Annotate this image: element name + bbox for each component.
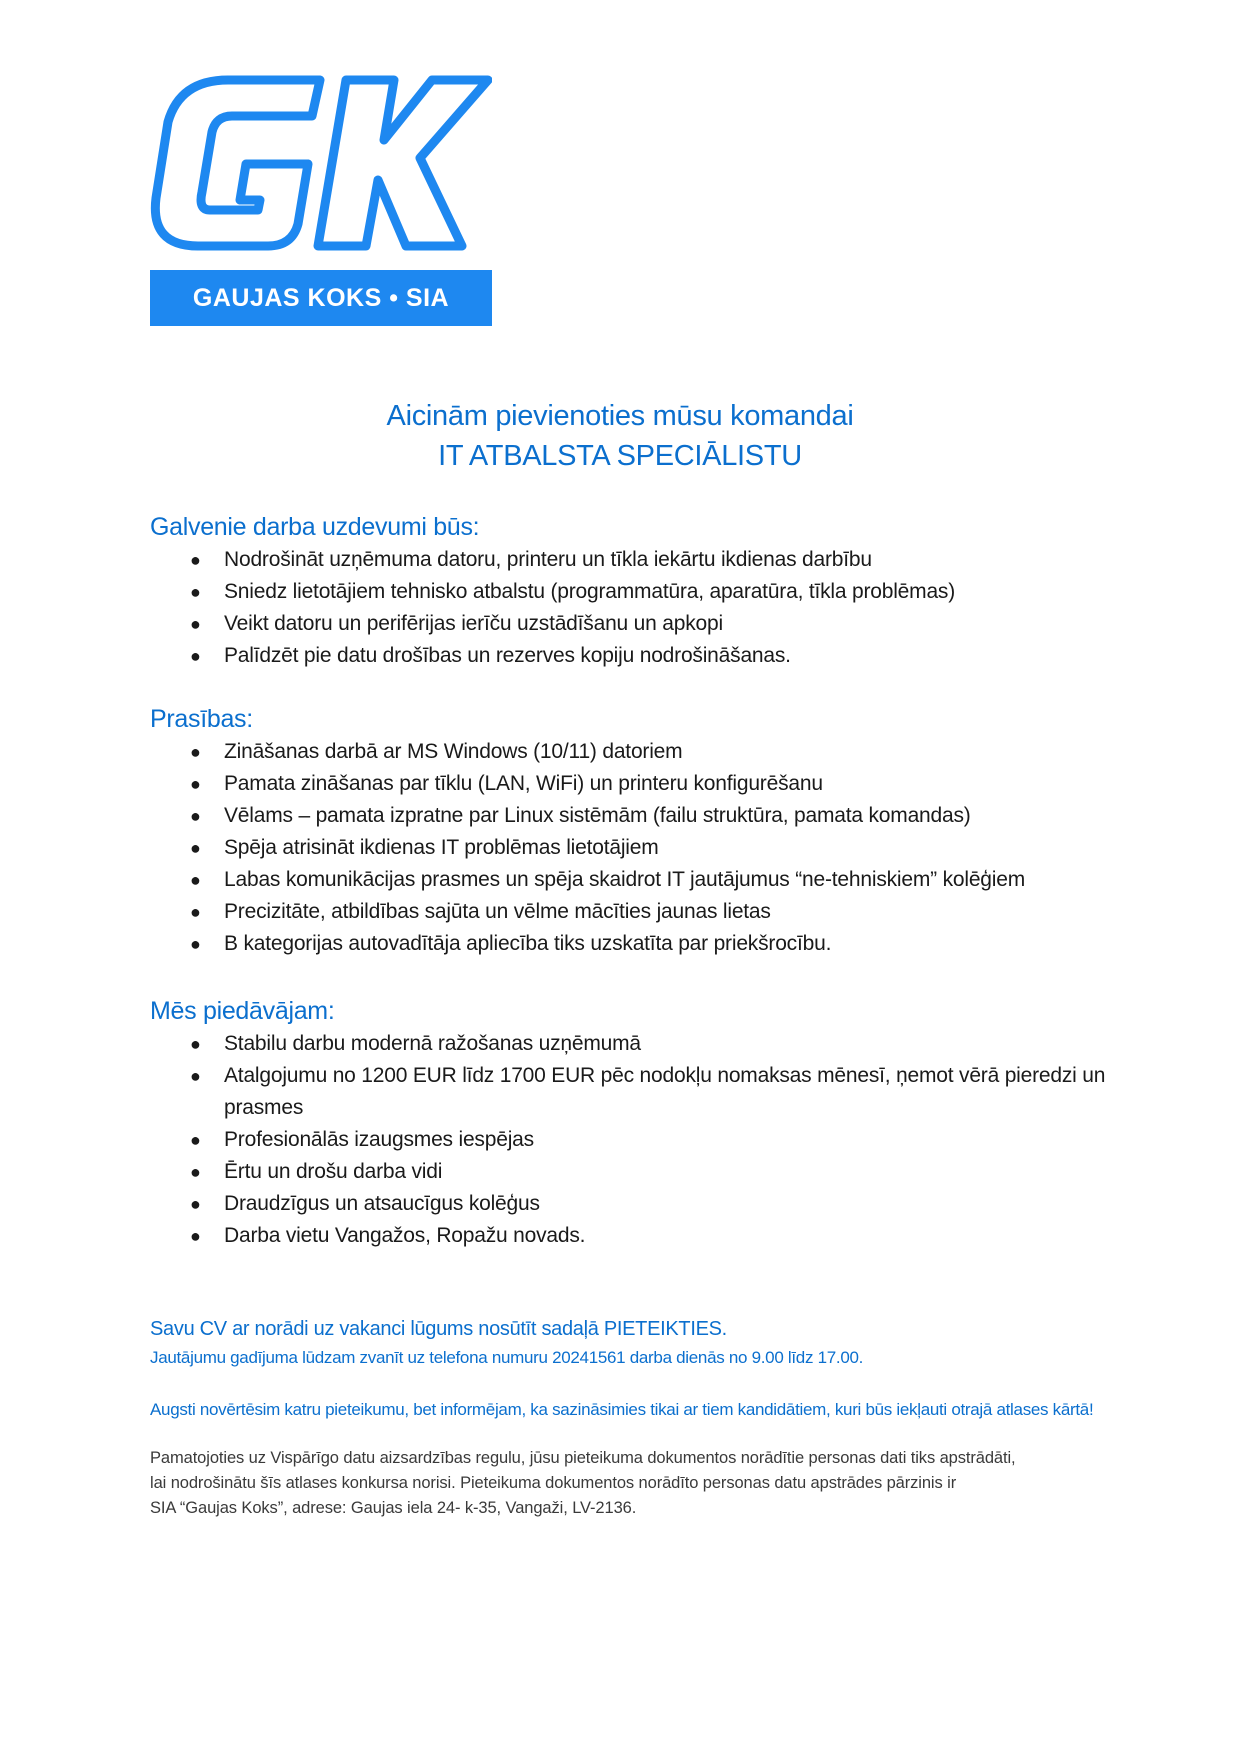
company-name-banner: GAUJAS KOKS • SIA	[150, 270, 492, 326]
list-item	[150, 928, 1160, 960]
list-item-text: Veikt datoru un perifērijas ierīču uzstādīšanu un apkopi	[224, 612, 723, 635]
section-heading: Galvenie darba uzdevumi būs:	[150, 513, 480, 541]
list-item	[150, 864, 1160, 896]
list-item	[150, 1124, 1160, 1156]
list-item	[150, 1188, 1160, 1220]
duties-list	[150, 544, 1160, 672]
list-item-text: Sniedz lietotājiem tehnisko atbalstu (programmatūra, aparatūra, tīkla problēmas)	[224, 580, 956, 603]
gk-logo-mark	[150, 74, 492, 252]
list-item-text: Atalgojumu no 1200 EUR līdz 1700 EUR pēc nodokļu nomaksas mēnesī, ņemot vērā pieredzi un prasmes	[224, 1064, 1106, 1119]
list-item	[150, 1220, 1160, 1252]
list-item-text: Precizitāte, atbildības sajūta un vēlme mācīties jaunas lietas	[224, 900, 771, 923]
offer-section	[150, 996, 1160, 1252]
section-heading: Prasības:	[150, 705, 253, 733]
list-item-text: Labas komunikācijas prasmes un spēja skaidrot IT jautājumus “ne-tehniskiem” kolēģiem	[224, 868, 1026, 891]
list-item	[150, 800, 1160, 832]
list-item-text: Zināšanas darbā ar MS Windows (10/11) datoriem	[224, 740, 683, 763]
list-item	[150, 768, 1160, 800]
list-item-text: Profesionālās izaugsmes iespējas	[224, 1128, 534, 1151]
list-item-text: Vēlams – pamata izpratne par Linux sistēmām (failu struktūra, pamata komandas)	[224, 804, 971, 827]
list-item	[150, 736, 1160, 768]
gdpr-notice	[150, 1446, 1160, 1521]
bullet-icon: ●	[190, 870, 201, 890]
bullet-icon: ●	[190, 934, 201, 954]
list-item	[150, 1156, 1160, 1188]
selection-notice: Augsti novērtēsim katru pieteikumu, bet informējam, ka sazināsimies tikai ar tiem kandidātiem, kuri būs iekļauti otrajā atlases kārtā!	[150, 1400, 1094, 1419]
gdpr-line: Pamatojoties uz Vispārīgo datu aizsardzības regulu, jūsu pieteikuma dokumentos norādītie personas dati tiks apstrādāti,	[150, 1449, 1016, 1467]
section-heading: Mēs piedāvājam:	[150, 997, 335, 1025]
requirements-list	[150, 736, 1160, 960]
duties-section	[150, 512, 1160, 672]
gdpr-line: SIA “Gaujas Koks”, adrese: Gaujas iela 24- k-35, Vangaži, LV-2136.	[150, 1499, 637, 1517]
bullet-icon: ●	[190, 902, 201, 922]
bullet-icon: ●	[190, 1066, 201, 1086]
bullet-icon: ●	[190, 550, 201, 570]
list-item-text: Spēja atrisināt ikdienas IT problēmas lietotājiem	[224, 836, 659, 859]
list-item	[150, 544, 1160, 576]
bullet-icon: ●	[190, 742, 201, 762]
bullet-icon: ●	[190, 1194, 201, 1214]
bullet-icon: ●	[190, 646, 201, 666]
phone-contact-note: Jautājumu gadījuma lūdzam zvanīt uz telefona numuru 20241561 darba dienās no 9.00 līdz 17.00.	[150, 1348, 864, 1367]
offer-list	[150, 1028, 1160, 1252]
requirements-section	[150, 704, 1160, 960]
list-item-text: Darba vietu Vangažos, Ropažu novads.	[224, 1224, 586, 1247]
list-item-text: Palīdzēt pie datu drošības un rezerves kopiju nodrošināšanas.	[224, 644, 791, 667]
list-item	[150, 896, 1160, 928]
list-item-text: Draudzīgus un atsaucīgus kolēģus	[224, 1192, 540, 1215]
gdpr-line: lai nodrošinātu šīs atlases konkursa norisi. Pieteikuma dokumentos norādīto personas datu apstrādes pārzinis ir	[150, 1474, 957, 1492]
list-item-text: Ērtu un drošu darba vidi	[224, 1160, 443, 1183]
bullet-icon: ●	[190, 806, 201, 826]
list-item	[150, 640, 1160, 672]
page-title-line1: Aicinām pievienoties mūsu komandai	[386, 400, 854, 432]
list-item	[150, 608, 1160, 640]
list-item	[150, 832, 1160, 864]
bullet-icon: ●	[190, 774, 201, 794]
bullet-icon: ●	[190, 838, 201, 858]
bullet-icon: ●	[190, 1226, 201, 1246]
bullet-icon: ●	[190, 1162, 201, 1182]
list-item	[150, 1028, 1160, 1060]
list-item	[150, 576, 1160, 608]
apply-instruction: Savu CV ar norādi uz vakanci lūgums nosūtīt sadaļā PIETEIKTIES.	[150, 1318, 727, 1340]
bullet-icon: ●	[190, 1130, 201, 1150]
page-title-line2: IT ATBALSTA SPECIĀLISTU	[438, 440, 802, 472]
bullet-icon: ●	[190, 1034, 201, 1054]
bullet-icon: ●	[190, 582, 201, 602]
list-item	[150, 1060, 1160, 1124]
list-item-text: Pamata zināšanas par tīklu (LAN, WiFi) un printeru konfigurēšanu	[224, 772, 823, 795]
list-item-text: B kategorijas autovadītāja apliecība tiks uzskatīta par priekšrocību.	[224, 932, 832, 955]
bullet-icon: ●	[190, 614, 201, 634]
company-logo	[150, 74, 492, 326]
list-item-text: Nodrošināt uzņēmuma datoru, printeru un tīkla iekārtu ikdienas darbību	[224, 548, 872, 571]
list-item-text: Stabilu darbu modernā ražošanas uzņēmumā	[224, 1032, 641, 1055]
